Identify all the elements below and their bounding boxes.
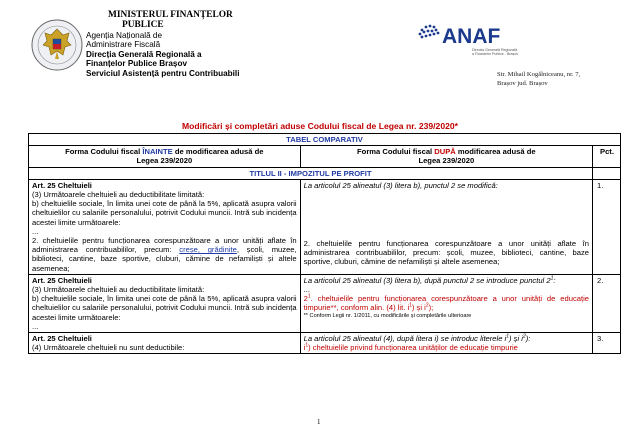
ministry-crest-icon [31,17,83,73]
row1-before-cell [29,179,301,274]
anaf-logo-subtitle [472,48,542,56]
column-header-row [29,146,621,167]
section-title: TITLUL II - IMPOZITUL PE PROFIT [29,167,593,179]
row3-after-cell [300,333,592,354]
row1-pct: 1. [592,179,620,274]
anaf-logo-subtitle-line1: Direcția Generală Regională [472,48,518,52]
table-row [29,333,621,354]
directorate-line1: Direcția Generală Regională a [86,49,202,59]
row1-article-title: Art. 25 Cheltuieli [32,180,92,190]
row1-right-line1: La articolul 25 alineatul (3) litera b), punctul 2 se modifică: [303,180,498,190]
ministry-block [86,10,296,78]
agency-line2: Administrare Fiscală [86,40,161,50]
row3-article-title: Art. 25 Cheltuieli [32,334,92,344]
row2-before-cell [29,274,301,332]
table-row [29,274,621,332]
row3-before-cell [29,333,301,354]
service-name: Serviciul Asistență pentru Contribuabili [86,68,240,78]
anaf-logo-icon [412,22,532,50]
row1-left-line2: b) cheltuielile sociale, în limita unei cote de până la 5%, aplicată asupra valorii cheltuielilor cu salariile personalului, potrivit Codului muncii. Intră sub incidența acestei limite următoarele: [32,199,297,227]
ministry-name-line2: PUBLICE [122,20,164,30]
section-title-row [29,167,621,179]
row2-left-line1: (3) Următoarele cheltuieli au deductibilitate limitată: [32,285,205,295]
table-title: TABEL COMPARATIV [29,134,621,146]
row2-article-title: Art. 25 Cheltuieli [32,275,92,285]
row1-left-dots: ... [32,226,39,236]
directorate-line2: Finanțelor Publice Brașov [86,59,188,69]
row3-right-line1: La articolul 25 alineatul (4), după litera i) se introduc literele $i^1$) și $i^2$): [303,333,531,344]
document-title: Modificări și completări aduse Codului fiscal de Legea nr. 239/2020* [181,121,459,131]
row2-after-cell [300,274,592,332]
address-line2: Brașov jud. Brașov [497,80,548,87]
comparison-table [28,133,621,354]
column-header-before: Forma Codului fiscal ÎNAINTE de modificarea adusă de Legea 239/2020 [29,146,301,167]
row2-pct: 2. [592,274,620,332]
anaf-logo-text: ANAF [442,25,501,48]
row1-left-line3: 2. cheltuielile pentru funcționarea corespunzătoare a unor unități aflate în administrarea contribuabililor, precum: creșe, grădinițe, școli, muzee, biblioteci, cantine, baze sportive, cluburi, cămine de nefamiliști și altele asemenea; [32,236,297,273]
row2-left-line2: b) cheltuielile sociale, în limita unei cote de până la 5%, aplicată asupra valorii cheltuielilor cu salariile personalului, potrivit Codului muncii. Intră sub incidența acestei limite următoarele: [32,294,297,322]
table-row [29,179,621,274]
row2-right-new-text: $2^1$. cheltuielile pentru funcționarea corespunzătoare a unor unități de educație timpurie**, conform alin. (4) lit. $i^1$) și $i^2$); [303,293,589,313]
row1-left-line1: (3) Următoarele cheltuieli au deductibilitate limitată: [32,190,205,200]
address-line1: Str. Mihail Kogălniceanu, nr. 7, [497,71,581,78]
address-block [497,70,580,88]
row2-right-line1: La articolul 25 alineatul (3) litera b), după punctul 2 se introduce punctul $2^1$: [303,275,556,285]
column-header-before-keyword: ÎNAINTE [142,147,173,157]
row3-left-line1: (4) Următoarele cheltuieli nu sunt deductibile: [32,343,185,353]
row2-footnote: ** Conform Legii nr. 1/2011, cu modificările și completările ulterioare [303,312,472,319]
anaf-logo-subtitle-line2: a Finanțelor Publice - Brașov [472,52,519,57]
row1-after-cell [300,179,592,274]
row2-left-dots: ... [32,321,39,331]
column-header-pct: Pct. [592,146,620,167]
column-header-after: Forma Codului fiscal DUPĂ modificarea adusă de Legea 239/2020 [300,146,592,167]
agency-line1: Agenția Națională de [86,30,163,40]
table-title-row [29,134,621,146]
row1-left-highlight: creșe, grădinițe [179,245,237,255]
row3-right-new-text: $i^1$) cheltuielile privind funcționarea unităților de educație timpurie [303,342,518,353]
row1-right-line2: 2. cheltuielile pentru funcționarea corespunzătoare a unor unități aflate în administrarea contribuabililor, precum: școli, muzee, biblioteci, cantine, baze sportive, cluburi, cămine de nefamiliști și altele asemenea; [303,239,589,267]
ministry-name-line1: MINISTERUL FINANȚELOR [108,10,233,20]
row2-right-dots: ... [303,285,310,295]
row3-pct: 3. [592,333,620,354]
page-number: 1 [317,418,321,426]
column-header-after-keyword: DUPĂ [434,147,456,157]
